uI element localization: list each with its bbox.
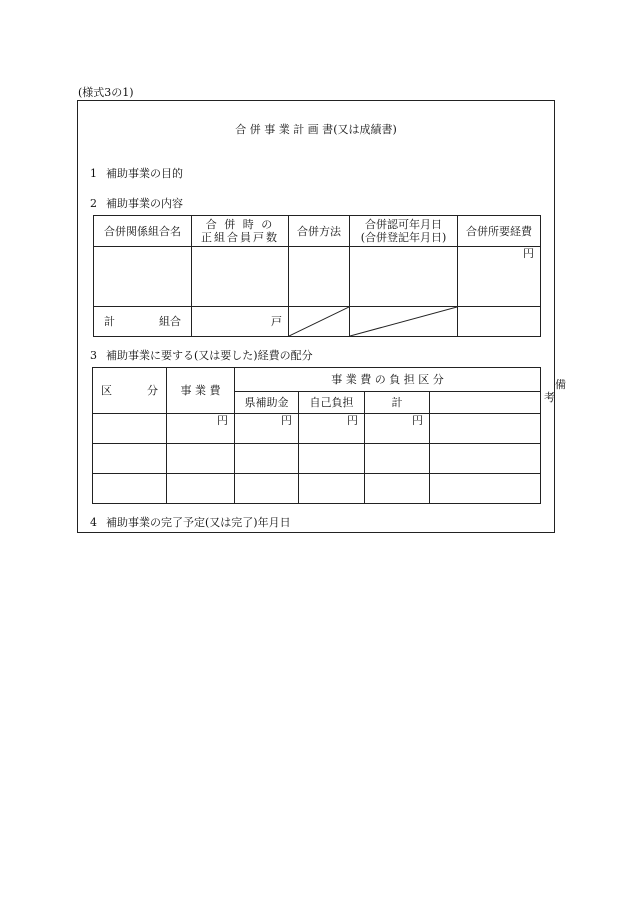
cell-merger-method[interactable] (289, 247, 350, 307)
header-member-households-line2: 正組合員戸数 (201, 231, 279, 244)
header-remarks-right: 考 (544, 390, 556, 404)
section-1-number: 1 (90, 167, 97, 180)
title-alt: (又は成績書) (333, 123, 397, 136)
cell-member-households[interactable] (192, 247, 289, 307)
total-households-cell[interactable] (192, 307, 289, 337)
section-3-number: 3 (90, 349, 97, 362)
row3-subtotal[interactable] (365, 474, 430, 504)
header-remarks-left: 備 (555, 377, 567, 391)
header-prefecture-subsidy: 県補助金 (235, 392, 299, 414)
section-4-number: 4 (90, 516, 97, 529)
total-cost-cell[interactable] (458, 307, 541, 337)
row2-project-cost[interactable] (167, 444, 235, 474)
row3-prefecture-subsidy[interactable] (235, 474, 299, 504)
section-4-label: 補助事業の完了予定(又は完了)年月日 (106, 516, 291, 529)
header-approval-date-line2: (合併登記年月日) (360, 231, 447, 244)
row2-subtotal[interactable] (365, 444, 430, 474)
header-self-burden: 自己負担 (299, 392, 365, 414)
section-3-heading (90, 347, 313, 363)
row3-remarks[interactable] (430, 474, 541, 504)
header-union-name: 合併関係組合名 (94, 216, 192, 247)
total-method-diagonal-cell (289, 307, 350, 337)
row2-remarks[interactable] (430, 444, 541, 474)
cell-approval-date[interactable] (350, 247, 458, 307)
row3-self-burden[interactable] (299, 474, 365, 504)
row1-prefecture-subsidy[interactable] (235, 414, 299, 444)
unit-yen: 円 (347, 414, 358, 427)
row1-subtotal[interactable] (365, 414, 430, 444)
row1-remarks[interactable] (430, 414, 541, 444)
title-main: 合 併 事 業 計 画 書 (235, 123, 334, 136)
section-4-heading (90, 514, 291, 530)
row2-prefecture-subsidy[interactable] (235, 444, 299, 474)
diagonal-line (350, 307, 457, 336)
unit-yen: 円 (281, 414, 292, 427)
unit-yen: 円 (217, 414, 228, 427)
section-2-heading (90, 195, 183, 211)
cell-union-name[interactable] (94, 247, 192, 307)
row3-project-cost[interactable] (167, 474, 235, 504)
row2-category[interactable] (93, 444, 167, 474)
cost-allocation-table (92, 367, 567, 504)
total-label-cell (94, 307, 192, 337)
header-member-households-line1: 合 併 時 の (205, 218, 275, 231)
header-merger-method: 合併方法 (289, 216, 350, 247)
cell-merger-cost[interactable] (458, 247, 541, 307)
total-label-left: 計 (104, 315, 115, 328)
total-date-diagonal-cell (350, 307, 458, 337)
row2-self-burden[interactable] (299, 444, 365, 474)
row1-project-cost[interactable] (167, 414, 235, 444)
header-subtotal: 計 (365, 392, 430, 414)
header-burden-group: 事 業 費 の 負 担 区 分 (235, 368, 541, 392)
header-category-left: 区 (101, 384, 112, 397)
header-merger-cost: 合併所要経費 (458, 216, 541, 247)
form-frame (77, 100, 567, 533)
header-project-cost: 事 業 費 (167, 368, 235, 414)
section-1-label: 補助事業の目的 (106, 167, 183, 180)
header-category (93, 368, 167, 414)
header-approval-date-line1: 合併認可年月日 (365, 218, 442, 231)
diagonal-line (289, 307, 349, 336)
unit-households: 戸 (271, 315, 282, 328)
merger-content-table (93, 215, 541, 337)
section-1-heading (90, 165, 183, 181)
header-approval-date (350, 216, 458, 247)
form-number: (様式3の1) (78, 86, 134, 99)
row1-category[interactable] (93, 414, 167, 444)
row3-category[interactable] (93, 474, 167, 504)
header-category-right: 分 (147, 384, 158, 397)
document-title (78, 121, 554, 137)
unit-yen: 円 (412, 414, 423, 427)
unit-yen: 円 (523, 247, 534, 260)
section-3-label: 補助事業に要する(又は要した)経費の配分 (106, 349, 313, 362)
section-2-number: 2 (90, 197, 97, 210)
total-label-right: 組合 (159, 315, 181, 328)
section-2-label: 補助事業の内容 (106, 197, 183, 210)
row1-self-burden[interactable] (299, 414, 365, 444)
header-member-households (192, 216, 289, 247)
